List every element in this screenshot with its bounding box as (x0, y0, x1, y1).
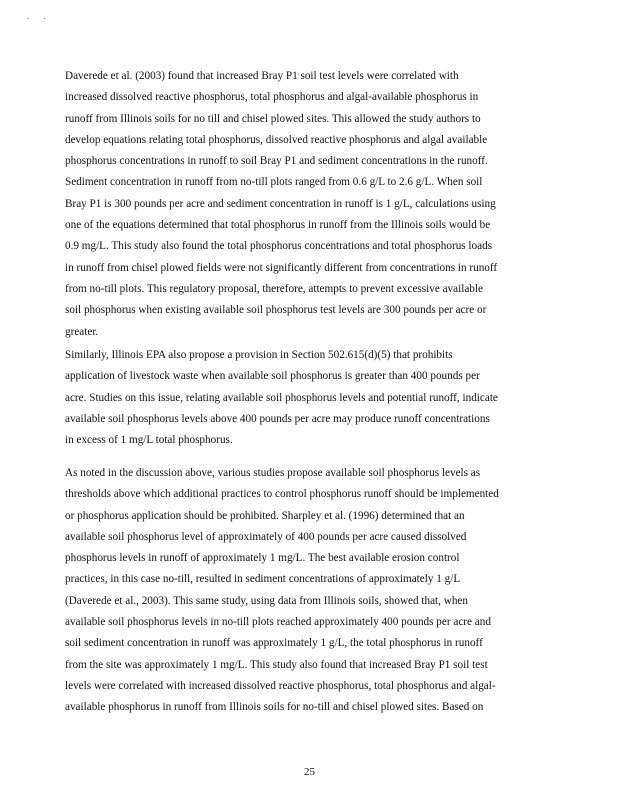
corner-mark: . . (27, 11, 52, 21)
text-line: thresholds above which additional practices to control phosphorus runoff should be implemented (65, 488, 499, 501)
text-line: increased dissolved reactive phosphorus, total phosphorus and algal-available phosphorus in (65, 91, 479, 104)
text-line: from no-till plots. This regulatory proposal, therefore, attempts to prevent excessive available (65, 282, 483, 295)
text-line: Sediment concentration in runoff from no-till plots ranged from 0.6 g/L to 2.6 g/L. When soil (65, 176, 483, 189)
text-line: available phosphorus in runoff from Illinois soils for no-till and chisel plowed sites. Based on (65, 701, 484, 714)
text-line: phosphorus levels in runoff of approximately 1 mg/L. The best available erosion control (65, 552, 460, 565)
text-line: runoff from Illinois soils for no till and chisel plowed sites. This allowed the study authors to (65, 112, 481, 125)
text-line: in excess of 1 mg/L total phosphorus. (65, 434, 233, 447)
text-line: available soil phosphorus level of approximately of 400 pounds per acre caused dissolved (65, 530, 467, 543)
text-line: soil sediment concentration in runoff was approximately 1 g/L, the total phosphorus in runoff (65, 637, 483, 650)
paragraph-3 (65, 463, 533, 719)
text-line: soil phosphorus when existing available soil phosphorus test levels are 300 pounds per acre or (65, 304, 487, 317)
text-line: 0.9 mg/L. This study also found the total phosphorus concentrations and total phosphorus loads (65, 240, 493, 253)
text-line: available soil phosphorus levels above 400 pounds per acre may produce runoff concentrations (65, 412, 490, 425)
text-line: available soil phosphorus levels in no-till plots reached approximately 400 pounds per acre and (65, 616, 491, 629)
text-line: practices, in this case no-till, resulted in sediment concentrations of approximately 1 g/L (65, 573, 461, 586)
text-line: Bray P1 is 300 pounds per acre and sediment concentration in runoff is 1 g/L, calculations using (65, 197, 496, 210)
text-line: from the site was approximately 1 mg/L. This study also found that increased Bray P1 soil test (65, 658, 488, 671)
text-line: develop equations relating total phosphorus, dissolved reactive phosphorus and algal available (65, 133, 488, 146)
page-number: 25 (304, 766, 315, 778)
text-line: Similarly, Illinois EPA also propose a provision in Section 502.615(d)(5) that prohibits (65, 349, 453, 361)
text-line: (Daverede et al., 2003). This same study, using data from Illinois soils, showed that, when (65, 594, 468, 607)
paragraph-1 (65, 66, 533, 343)
text-line: Daverede et al. (2003) found that increased Bray P1 soil test levels were correlated with (65, 70, 459, 82)
paragraph-2 (65, 345, 533, 451)
text-line: levels were correlated with increased dissolved reactive phosphorus, total phosphorus and algal- (65, 679, 496, 692)
text-line: acre. Studies on this issue, relating available soil phosphorus levels and potential runoff, indicate (65, 391, 498, 404)
text-line: one of the equations determined that total phosphorus in runoff from the Illinois soils would be (65, 219, 491, 232)
text-line: or phosphorus application should be prohibited. Sharpley et al. (1996) determined that an (65, 509, 465, 522)
text-line: As noted in the discussion above, various studies propose available soil phosphorus levels as (65, 467, 481, 479)
text-line: in runoff from chisel plowed fields were not significantly different from concentrations in runoff (65, 261, 498, 274)
text-line: application of livestock waste when available soil phosphorus is greater than 400 pounds per (65, 370, 480, 383)
text-line: greater. (65, 325, 99, 338)
text-line: phosphorus concentrations in runoff to soil Bray P1 and sediment concentrations in the runoff. (65, 155, 488, 168)
